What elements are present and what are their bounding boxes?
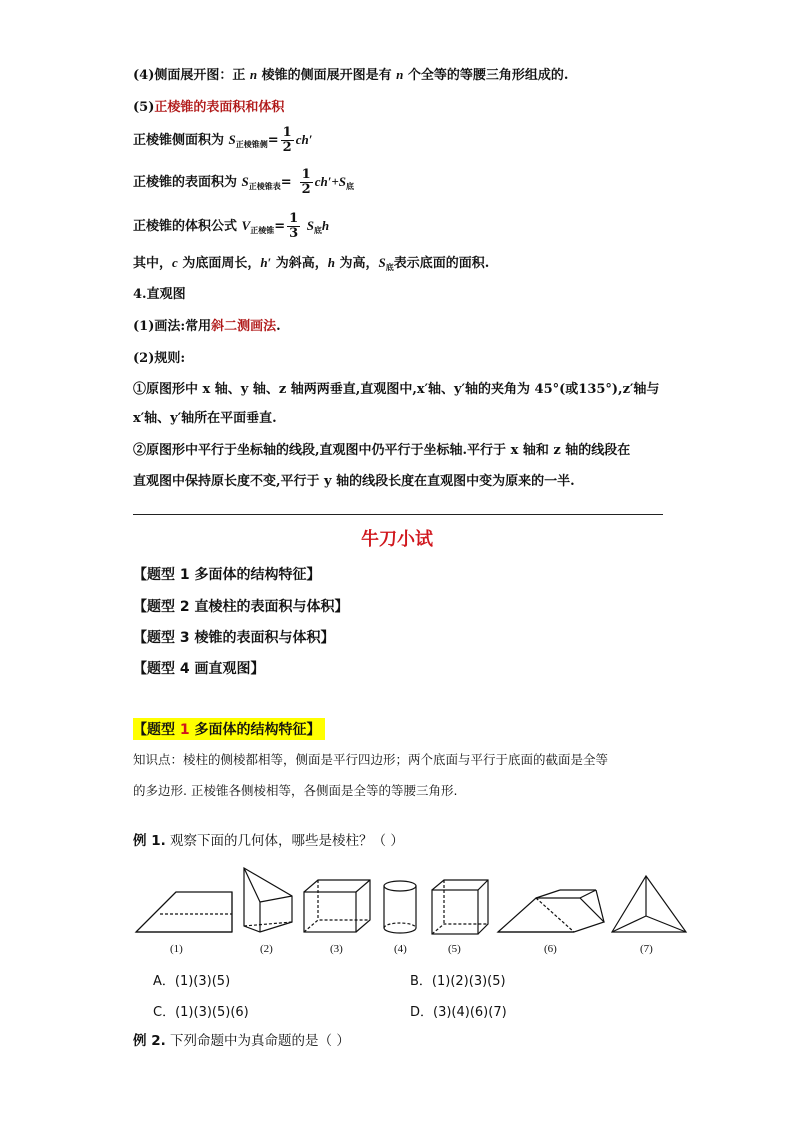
figure-label-5: (5) — [448, 943, 461, 955]
rule-2-line-1: ②原图形中平行于坐标轴的线段,直观图中仍平行于坐标轴.平行于 x 轴和 z 轴的线段在 — [133, 443, 631, 458]
line-variable-definitions — [133, 254, 489, 276]
toc-item-1: 【题型 1 多面体的结构特征】 — [133, 567, 321, 583]
subscript: 正棱锥 — [250, 225, 275, 235]
text: 为斜高， — [271, 256, 328, 271]
formula-tail: ch′+S — [314, 174, 347, 189]
text: 表示底面的面积. — [393, 256, 490, 271]
polyhedra-figures — [130, 862, 690, 962]
example-text: 下列命题中为真命题的是（ ） — [165, 1033, 350, 1049]
var-n: n — [249, 67, 258, 82]
text: 正棱锥侧面积为 — [133, 133, 229, 148]
formula-lateral-area — [133, 126, 312, 155]
var-h: h — [321, 218, 330, 233]
example-label: 例 2. — [133, 1033, 166, 1049]
text: . — [276, 319, 281, 334]
text: 正棱锥的体积公式 — [133, 219, 242, 234]
figure-6-shape — [498, 890, 604, 932]
subscript: 正棱锥表 — [248, 181, 281, 191]
figure-4-shape — [384, 881, 416, 933]
rule-1-line-2: x′轴、y′轴所在平面垂直. — [133, 411, 277, 426]
rule-1-line-1: ①原图形中 x 轴、y 轴、z 轴两两垂直,直观图中,x′轴、y′轴的夹角为 45°(或135°),z′轴与 — [133, 382, 660, 397]
var-S: S — [306, 218, 314, 233]
var-S: S — [228, 132, 236, 147]
text: 为高， — [334, 256, 379, 271]
equals: = — [280, 175, 292, 190]
numerator: 1 — [301, 167, 311, 182]
numerator: 1 — [282, 125, 292, 140]
fraction — [287, 212, 300, 241]
divider — [133, 514, 663, 515]
toc-item-2: 【题型 2 直棱柱的表面积与体积】 — [133, 599, 349, 615]
var-h-prime: h′ — [260, 255, 272, 270]
rule-2-line-2: 直观图中保持原长度不变,平行于 y 轴的线段长度在直观图中变为原来的一半. — [133, 474, 575, 489]
equals: = — [274, 219, 286, 234]
figure-label-3: (3) — [330, 943, 343, 955]
figure-1-shape — [136, 892, 232, 932]
heading-text: 正棱锥的表面积和体积 — [154, 100, 285, 115]
figure-label-4: (4) — [394, 943, 407, 955]
example-1 — [133, 832, 404, 850]
formula-tail: ch′ — [295, 132, 313, 147]
var-S: S — [241, 174, 249, 189]
text: 为底面周长， — [177, 256, 261, 271]
denominator: 2 — [282, 140, 292, 155]
topic-number: 1 — [179, 722, 190, 738]
subscript: 底 — [313, 225, 322, 235]
option-c[interactable]: C．(1)(3)(5)(6) — [153, 1005, 249, 1020]
var-c: c — [172, 255, 178, 270]
figure-label-6: (6) — [544, 943, 557, 955]
subscript: 底 — [385, 262, 394, 272]
option-a[interactable]: A．(1)(3)(5) — [153, 974, 231, 989]
denominator: 3 — [289, 226, 299, 241]
figure-label-2: (2) — [260, 943, 273, 955]
var-n: n — [396, 67, 404, 82]
example-label: 例 1. — [133, 833, 166, 849]
highlighted-term: 斜二测画法 — [211, 319, 277, 334]
text: 正棱锥的表面积为 — [133, 175, 242, 190]
line-lateral-development — [133, 66, 568, 85]
equals: = — [267, 133, 279, 148]
knowledge-line-1: 知识点：棱柱的侧棱都相等，侧面是平行四边形；两个底面与平行于底面的截面是全等 — [133, 752, 609, 767]
figure-3-shape — [304, 880, 370, 932]
topic-heading-highlight — [133, 718, 325, 740]
example-2 — [133, 1032, 350, 1050]
text: 棱锥的侧面展开图是有 — [257, 68, 397, 83]
subscript: 底 — [346, 181, 355, 191]
option-d[interactable]: D．(3)(4)(6)(7) — [410, 1005, 507, 1020]
text: 个全等的等腰三角形组成的. — [403, 68, 569, 83]
heading-oblique-drawing: 4.直观图 — [133, 287, 186, 302]
figure-7-shape — [612, 876, 686, 932]
var-h: h — [327, 255, 335, 270]
var-S: S — [378, 255, 386, 270]
text: 【题型 — [133, 722, 180, 738]
fraction — [300, 168, 313, 197]
var-V: V — [241, 218, 251, 233]
line-rules-heading: (2)规则: — [133, 351, 186, 366]
formula-surface-area — [133, 168, 354, 197]
line-drawing-method — [133, 318, 281, 336]
figure-5-shape — [432, 880, 488, 934]
text: (1)画法:常用 — [133, 319, 212, 334]
fraction — [281, 126, 294, 155]
formula-volume — [133, 212, 329, 241]
text: 多面体的结构特征】 — [189, 722, 321, 738]
text: (4)侧面展开图：正 — [133, 68, 250, 83]
option-b[interactable]: B．(1)(2)(3)(5) — [410, 974, 506, 989]
section-title: 牛刀小试 — [361, 529, 433, 550]
line-surface-volume-heading — [133, 99, 284, 117]
figure-2-shape — [244, 868, 292, 932]
toc-item-4: 【题型 4 画直观图】 — [133, 661, 265, 677]
item-number: (5) — [133, 100, 155, 115]
text: 其中， — [133, 256, 173, 271]
denominator: 2 — [301, 182, 311, 197]
knowledge-line-2: 的多边形. 正棱锥各侧棱相等，各侧面是全等的等腰三角形. — [133, 783, 458, 798]
toc-item-3: 【题型 3 棱锥的表面积与体积】 — [133, 630, 335, 646]
example-text: 观察下面的几何体，哪些是棱柱？（ ） — [165, 833, 404, 849]
figure-label-7: (7) — [640, 943, 653, 955]
numerator: 1 — [289, 211, 299, 226]
subscript: 正棱锥侧 — [235, 139, 268, 149]
figure-label-1: (1) — [170, 943, 183, 955]
